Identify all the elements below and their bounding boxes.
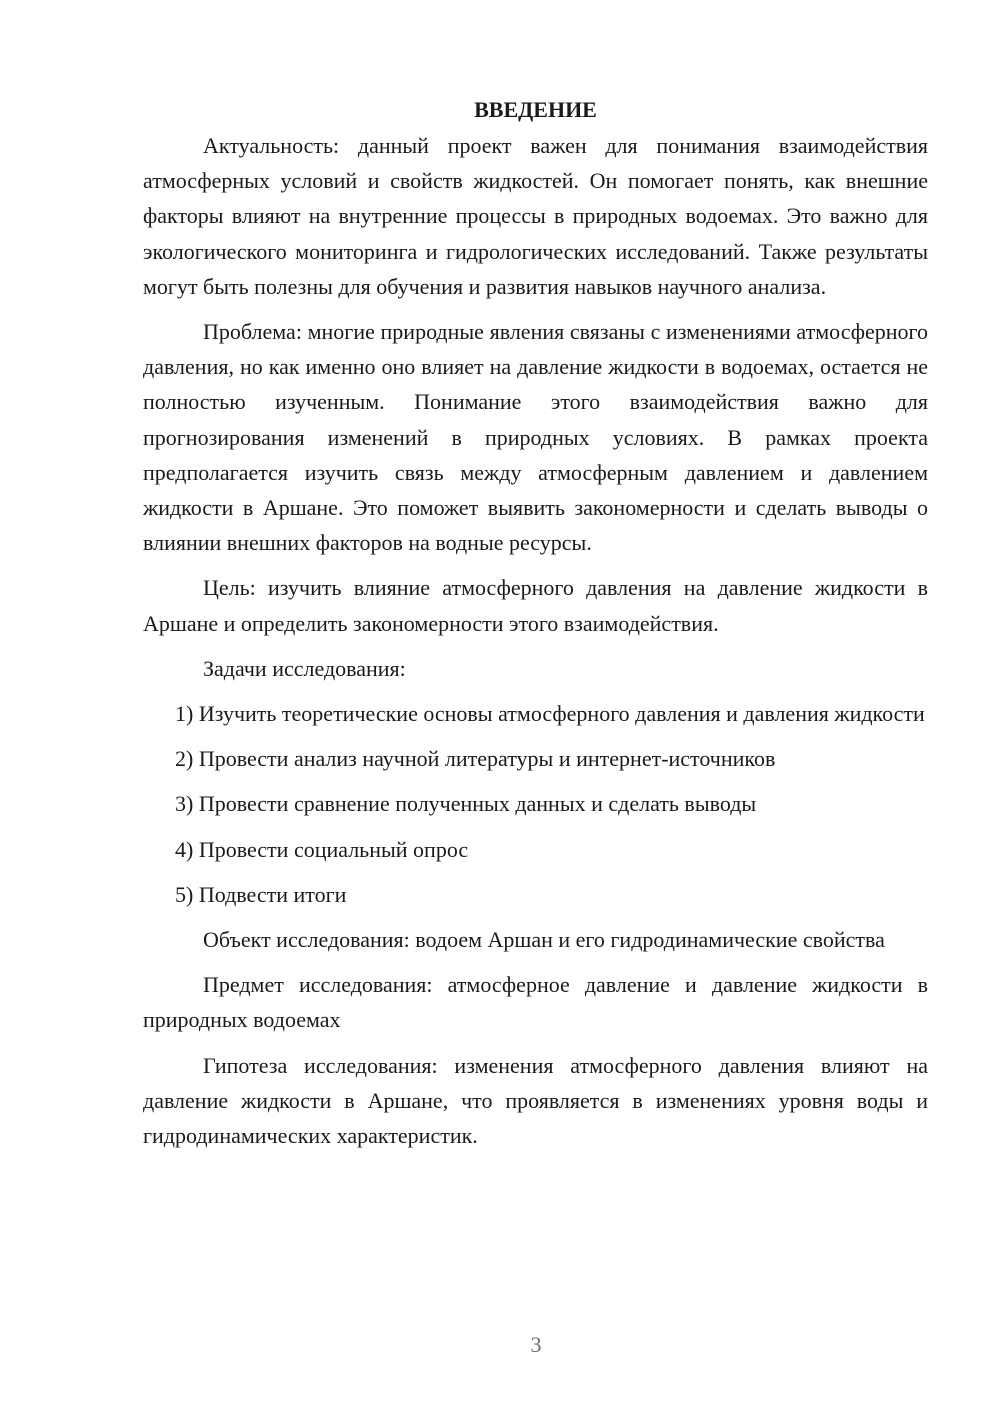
- task-item: 3) Провести сравнение полученных данных и сделать выводы: [175, 791, 757, 817]
- tasks-title: Задачи исследования:: [203, 655, 406, 681]
- paragraph-subject: Предмет исследования: атмосферное давление и давление жидкости в природных водоемах: [143, 972, 928, 1033]
- paragraph-object: Объект исследования: водоем Аршан и его гидродинамические свойства: [203, 927, 885, 953]
- paragraph-relevance: Актуальность: данный проект важен для понимания взаимодействия атмосферных условий и свойств жидкостей. Он помогает понять, как внешние факторы влияют на внутренние процессы в природных водоемах. Это важно для экологического мониторинга и гидрологических исследований. Также результаты могут быть полезны для обучения и развития навыков научного анализа.: [143, 133, 928, 299]
- task-item: 4) Провести социальный опрос: [175, 836, 469, 862]
- task-item: 1) Изучить теоретические основы атмосферного давления и давления жидкости: [175, 701, 925, 727]
- section-heading: ВВЕДЕНИЕ: [474, 97, 597, 122]
- paragraph-goal: Цель: изучить влияние атмосферного давления на давление жидкости в Аршане и определить закономерности этого взаимодействия.: [143, 575, 928, 636]
- document-page: [143, 92, 928, 1163]
- page-number: 3: [530, 1332, 542, 1357]
- task-item: 5) Подвести итоги: [175, 881, 347, 907]
- paragraph-problem: Проблема: многие природные явления связаны с изменениями атмосферного давления, но как именно оно влияет на давление жидкости в водоемах, остается не полностью изученным. Понимание этого взаимодействия важно для прогнозирования изменений в природных условиях. В рамках проекта предполагается изучить связь между атмосферным давлением и давлением жидкости в Аршане. Это поможет выявить закономерности и сделать выводы о влиянии внешних факторов на водные ресурсы.: [143, 319, 928, 556]
- tasks-list: [143, 696, 928, 912]
- paragraph-hypothesis: Гипотеза исследования: изменения атмосферного давления влияют на давление жидкости в Аршане, что проявляется в изменениях уровня воды и гидродинамических характеристик.: [143, 1052, 928, 1149]
- task-item: 2) Провести анализ научной литературы и интернет-источников: [175, 746, 776, 772]
